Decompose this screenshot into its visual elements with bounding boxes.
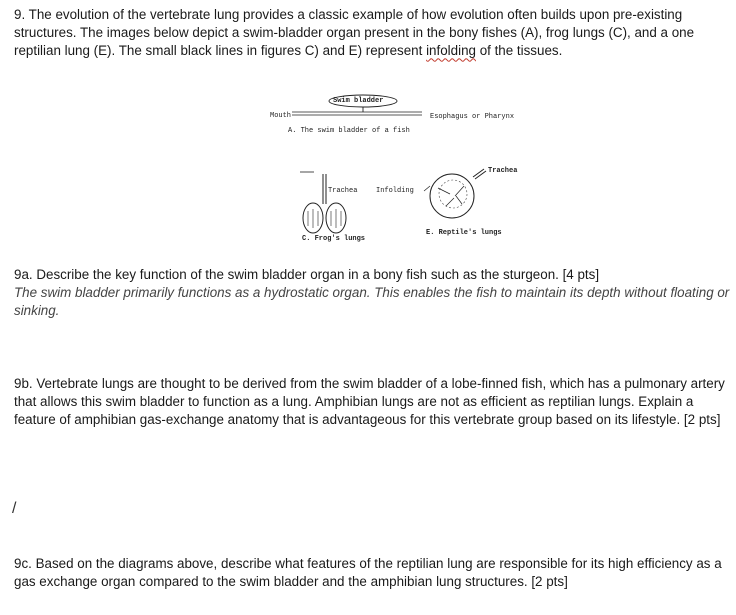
caption-c: C. Frog's lungs xyxy=(302,235,366,243)
infolding-word: infolding xyxy=(426,43,476,59)
label-trachea-reptile: Trachea xyxy=(488,167,518,175)
lung-evolution-figure xyxy=(250,90,550,250)
label-swim-bladder: Swim bladder xyxy=(333,97,384,105)
answer-9a[interactable]: The swim bladder primarily functions as a hydrostatic organ. This enables the fish to maintain its depth without floating or sinking. xyxy=(14,285,730,319)
label-infolding: Infolding xyxy=(376,187,414,195)
question-9-text: 9. The evolution of the vertebrate lung provides a classic example of how evolution often builds upon pre-existing structures. The images below depict a swim-bladder organ present in the bony fishes (A), frog lungs (C), and a one reptilian lung (E). The small black lines in figures C) and E) represent xyxy=(14,7,695,59)
question-9b: 9b. Vertebrate lungs are thought to be derived from the swim bladder of a lobe-finned fish, which has a pulmonary artery that allows this swim bladder to function as a lung. Amphibian lungs are not as efficient as reptilian lungs. Explain a feature of amphibian gas-exchange anatomy that is advantageous for this vertebrate group based on its lifestyle. [2 pts] xyxy=(14,376,725,428)
question-9c: 9c. Based on the diagrams above, describe what features of the reptilian lung are responsible for its high efficiency as a gas exchange organ compared to the swim bladder and the amphibian lung structures. [2 pts] xyxy=(14,556,722,590)
caption-a: A. The swim bladder of a fish xyxy=(288,127,410,135)
question-9 xyxy=(14,6,730,61)
question-9a: 9a. Describe the key function of the swim bladder organ in a bony fish such as the sturgeon. [4 pts] xyxy=(14,267,600,282)
label-esophagus: Esophagus or Pharynx xyxy=(430,113,515,121)
question-9-text-end: of the tissues. xyxy=(475,43,563,59)
reptile-lung-shape xyxy=(430,174,474,218)
label-trachea-frog: Trachea xyxy=(328,187,358,195)
text-cursor: / xyxy=(12,500,17,517)
label-mouth: Mouth xyxy=(270,112,292,120)
caption-e: E. Reptile's lungs xyxy=(426,229,502,237)
